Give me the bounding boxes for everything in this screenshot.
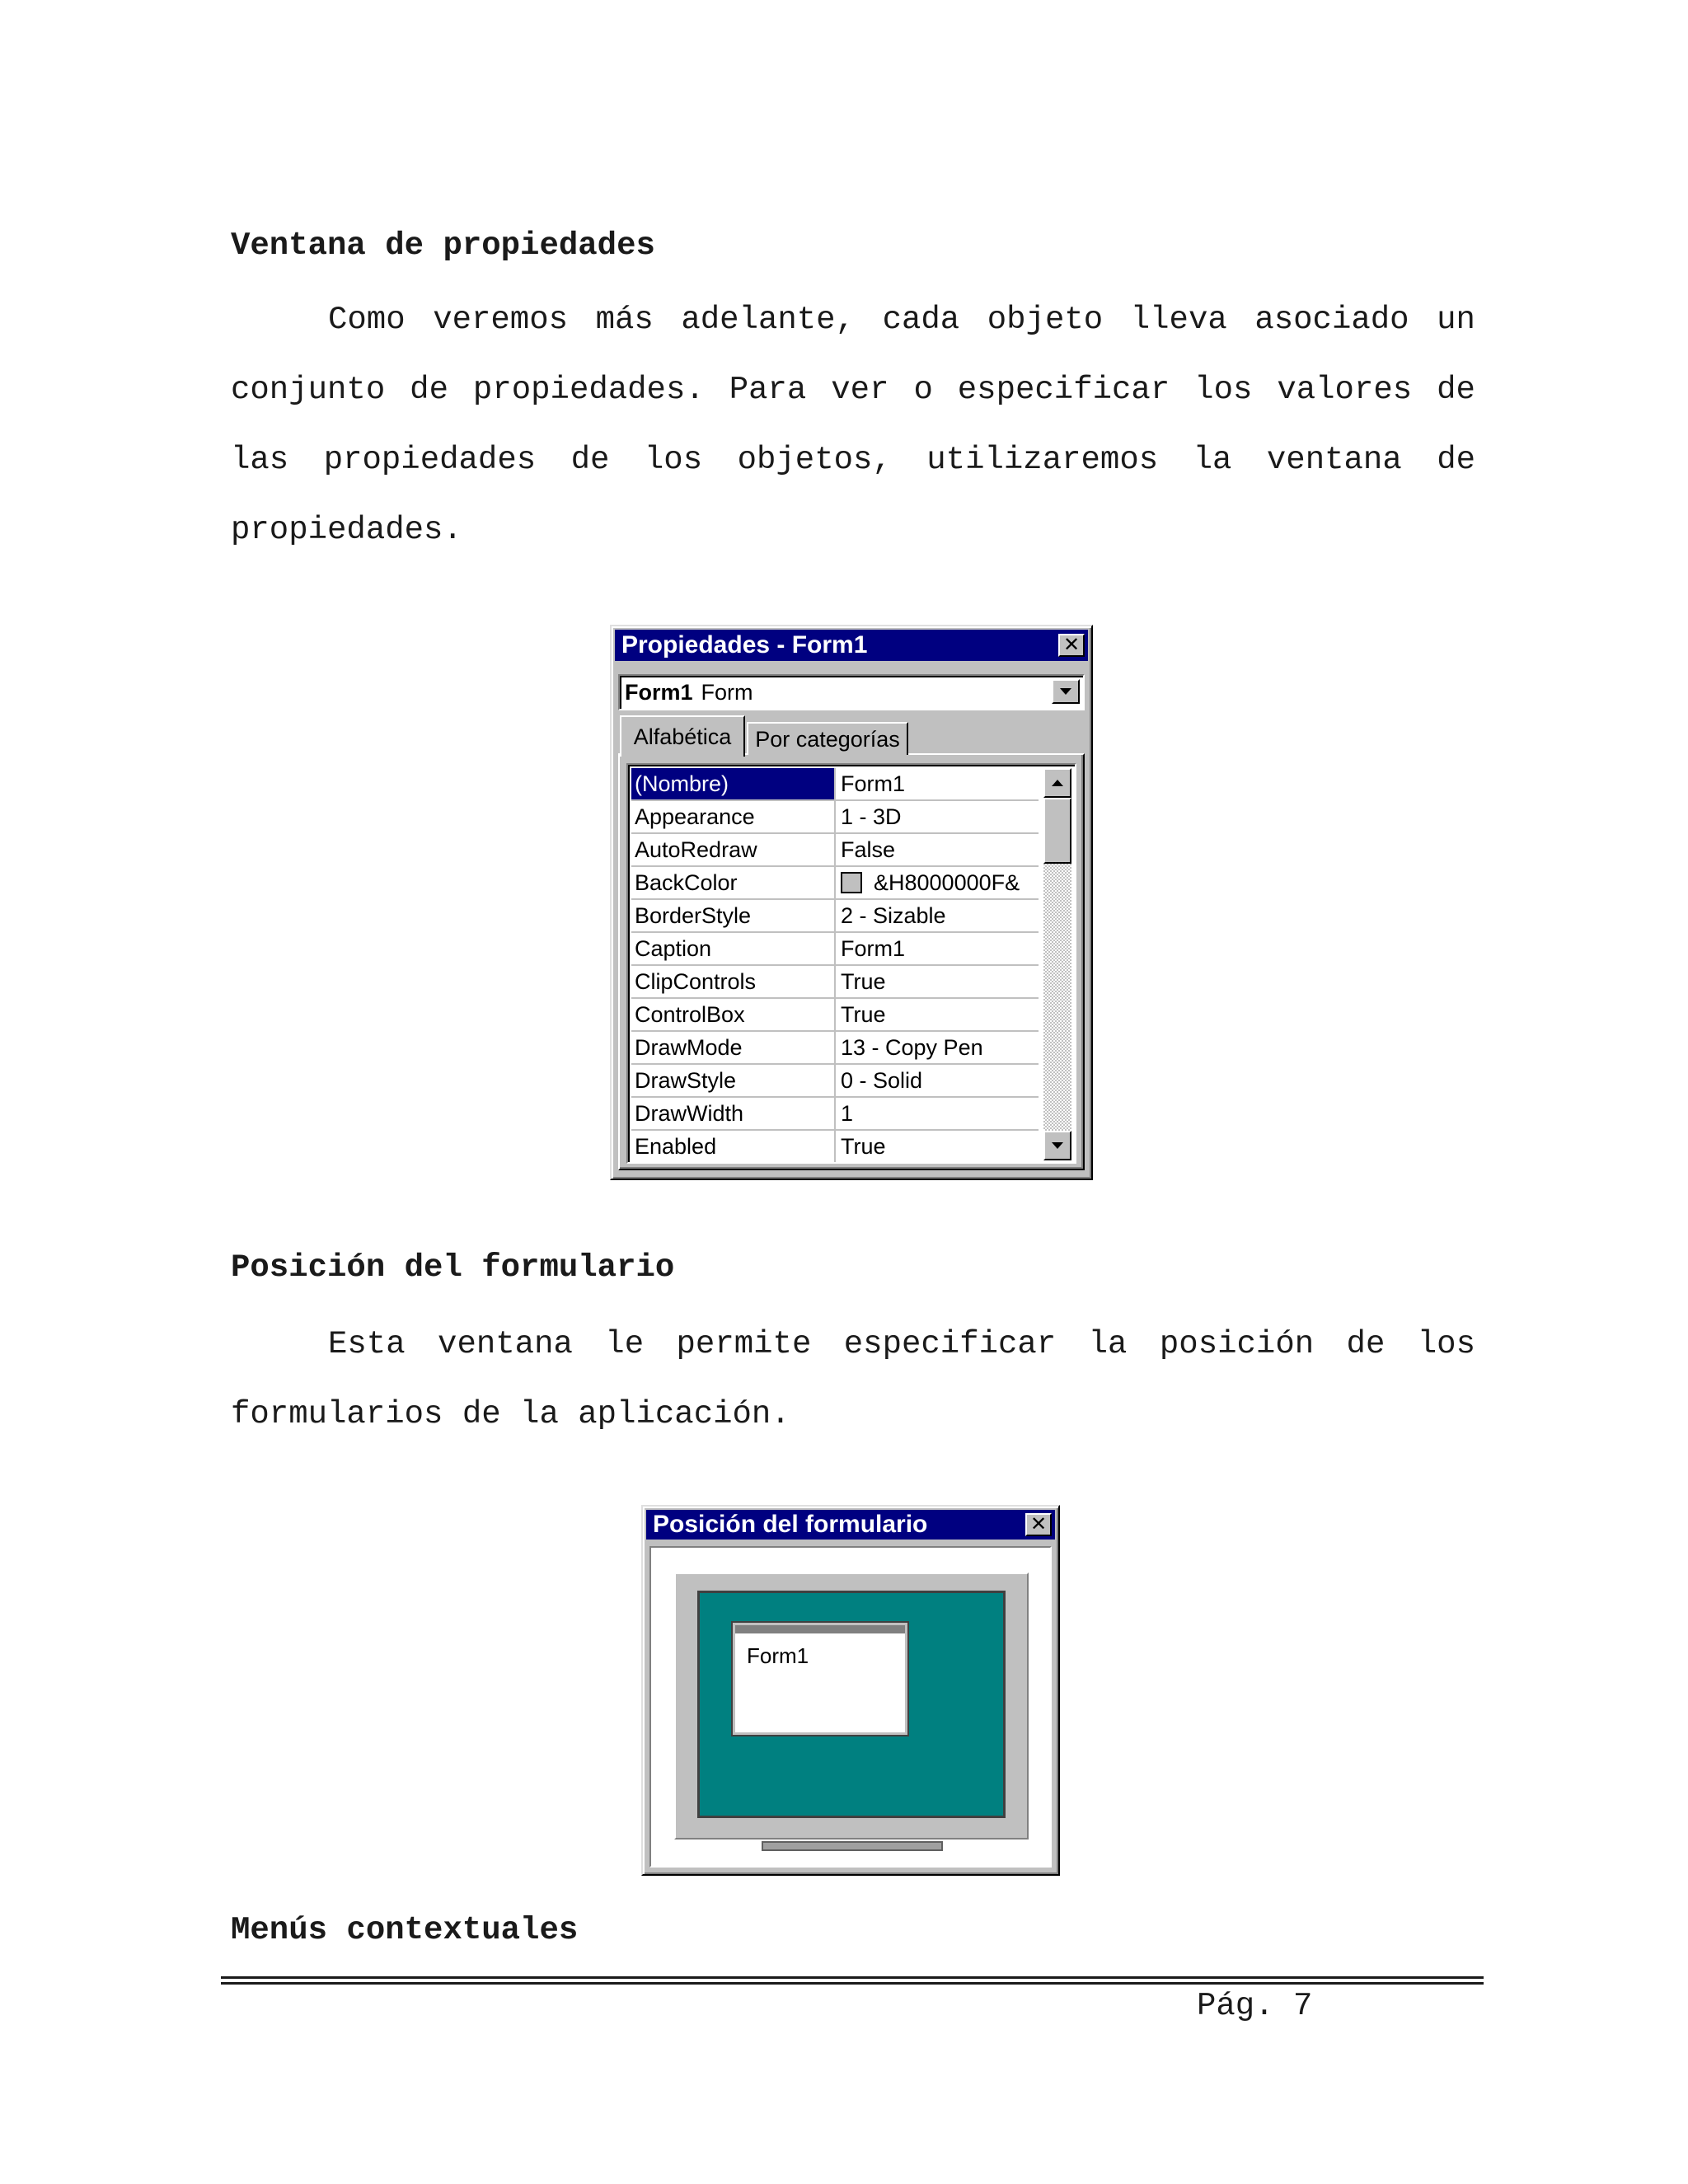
property-value[interactable]	[836, 1131, 1039, 1164]
property-name: AutoRedraw	[631, 834, 836, 867]
property-value-text: &H8000000F&	[874, 869, 1020, 895]
form-preview[interactable]	[733, 1623, 907, 1735]
property-value-text: 0 - Solid	[841, 1067, 923, 1093]
property-row[interactable]	[631, 933, 1039, 966]
property-name: DrawWidth	[631, 1098, 836, 1131]
property-name: ClipControls	[631, 966, 836, 999]
object-name: Form1	[625, 679, 693, 705]
word: posición	[1159, 1326, 1315, 1362]
word: de	[1437, 442, 1475, 478]
property-row[interactable]	[631, 966, 1039, 999]
property-row[interactable]	[631, 1131, 1039, 1164]
property-value-text: Form1	[841, 935, 906, 961]
word: especificar	[957, 372, 1170, 408]
property-value[interactable]	[836, 900, 1039, 933]
property-value-text: 1	[841, 1100, 854, 1126]
form-position-title-bar	[646, 1510, 1055, 1540]
property-value[interactable]	[836, 768, 1039, 801]
section-heading-context-menus: Menús contextuales	[231, 1912, 579, 1948]
property-value-text: False	[841, 837, 896, 862]
property-name: ControlBox	[631, 999, 836, 1032]
property-value[interactable]	[836, 834, 1039, 867]
property-row[interactable]	[631, 801, 1039, 834]
word: permite	[676, 1326, 812, 1362]
word: asociado	[1254, 302, 1409, 338]
property-name: DrawMode	[631, 1032, 836, 1065]
property-row[interactable]	[631, 1032, 1039, 1065]
property-value-text: 1 - 3D	[841, 804, 902, 829]
tab-label: Por categorías	[755, 726, 900, 752]
word: los	[1194, 372, 1253, 408]
property-value[interactable]	[836, 801, 1039, 834]
property-grid	[626, 763, 1076, 1164]
word: la	[1193, 442, 1232, 478]
property-name: Appearance	[631, 801, 836, 834]
word: le	[605, 1326, 645, 1362]
word: conjunto	[231, 372, 386, 408]
object-selector-combo[interactable]	[618, 674, 1085, 710]
property-row[interactable]	[631, 1065, 1039, 1098]
word: objetos,	[737, 442, 892, 478]
property-value[interactable]	[836, 933, 1039, 966]
property-row[interactable]	[631, 1098, 1039, 1131]
property-name: BorderStyle	[631, 900, 836, 933]
word: valores	[1277, 372, 1413, 408]
monitor-screen	[697, 1591, 1006, 1818]
property-value-text: 2 - Sizable	[841, 902, 946, 928]
page-number: Pág. 7	[1197, 1988, 1313, 2024]
property-value-text: True	[841, 968, 886, 994]
word: las	[231, 442, 289, 478]
property-value-text: Form1	[841, 771, 906, 796]
form-preview-label: Form1	[747, 1643, 809, 1668]
property-value-text: True	[841, 1001, 886, 1027]
word: lleva	[1130, 302, 1227, 338]
form-position-window	[641, 1505, 1060, 1876]
arrow-up-icon	[1052, 780, 1063, 786]
monitor-stand	[762, 1841, 943, 1851]
property-value-text: 13 - Copy Pen	[841, 1034, 983, 1060]
word: objeto	[987, 302, 1104, 338]
object-type: Form	[701, 679, 753, 705]
word: propiedades.	[472, 372, 705, 408]
property-value[interactable]	[836, 867, 1039, 900]
word: los	[644, 442, 703, 478]
property-value[interactable]	[836, 1032, 1039, 1065]
color-swatch-icon	[841, 872, 862, 893]
property-value[interactable]	[836, 999, 1039, 1032]
word: de	[1437, 372, 1475, 408]
word: más	[595, 302, 654, 338]
dropdown-button[interactable]	[1052, 679, 1080, 704]
word: un	[1437, 302, 1475, 338]
close-button[interactable]	[1025, 1513, 1052, 1536]
scroll-up-button[interactable]	[1043, 768, 1071, 798]
property-row[interactable]	[631, 900, 1039, 933]
preview-area	[649, 1546, 1052, 1868]
close-icon: ✕	[1062, 634, 1081, 656]
monitor-icon	[674, 1572, 1029, 1840]
paragraph-line	[231, 302, 1475, 338]
properties-window	[610, 625, 1093, 1180]
word: propiedades	[323, 442, 537, 478]
form-position-title: Posición del formulario	[653, 1511, 928, 1538]
word: Como	[328, 302, 406, 338]
property-name: Enabled	[631, 1131, 836, 1164]
property-row[interactable]	[631, 867, 1039, 900]
word: veremos	[433, 302, 569, 338]
word: de	[570, 442, 610, 478]
footer-rule-bottom	[221, 1982, 1484, 1985]
property-name: DrawStyle	[631, 1065, 836, 1098]
word: ventana	[1266, 442, 1402, 478]
property-name: (Nombre)	[631, 768, 836, 801]
property-value[interactable]	[836, 1098, 1039, 1131]
close-button[interactable]	[1058, 634, 1085, 657]
paragraph-line	[231, 1326, 1475, 1362]
properties-title-bar	[615, 630, 1088, 661]
tab-categories[interactable]	[747, 722, 908, 755]
scrollbar-thumb[interactable]	[1043, 798, 1071, 864]
property-row[interactable]	[631, 768, 1039, 801]
property-name: Caption	[631, 933, 836, 966]
section-heading-properties: Ventana de propiedades	[231, 227, 655, 264]
word: adelante,	[681, 302, 855, 338]
chevron-down-icon	[1060, 688, 1071, 695]
property-value[interactable]	[836, 966, 1039, 999]
property-value[interactable]	[836, 1065, 1039, 1098]
tab-alphabetical[interactable]	[620, 715, 745, 757]
word: especificar	[843, 1326, 1057, 1362]
property-value-text: True	[841, 1133, 886, 1159]
word: la	[1088, 1326, 1128, 1362]
paragraph-line: formularios de la aplicación.	[231, 1396, 790, 1432]
arrow-down-icon	[1052, 1142, 1063, 1149]
properties-title: Propiedades - Form1	[621, 631, 868, 658]
word: ventana	[438, 1326, 573, 1362]
word: ver	[831, 372, 889, 408]
section-heading-position: Posición del formulario	[231, 1249, 675, 1286]
word: o	[913, 372, 933, 408]
form-preview-titlebar	[735, 1625, 905, 1633]
word: de	[1346, 1326, 1386, 1362]
paragraph-line	[231, 442, 1475, 478]
close-icon: ✕	[1029, 1513, 1048, 1535]
tab-label: Alfabética	[633, 724, 732, 749]
paragraph-line: propiedades.	[231, 512, 462, 548]
word: los	[1417, 1326, 1475, 1362]
property-row[interactable]	[631, 999, 1039, 1032]
word: Para	[729, 372, 807, 408]
property-name: BackColor	[631, 867, 836, 900]
scroll-down-button[interactable]	[1043, 1131, 1071, 1160]
word: utilizaremos	[926, 442, 1159, 478]
word: Esta	[328, 1326, 406, 1362]
footer-rule-top	[221, 1976, 1484, 1979]
word: de	[410, 372, 448, 408]
property-row[interactable]	[631, 834, 1039, 867]
word: cada	[882, 302, 960, 338]
paragraph-line	[231, 372, 1475, 408]
